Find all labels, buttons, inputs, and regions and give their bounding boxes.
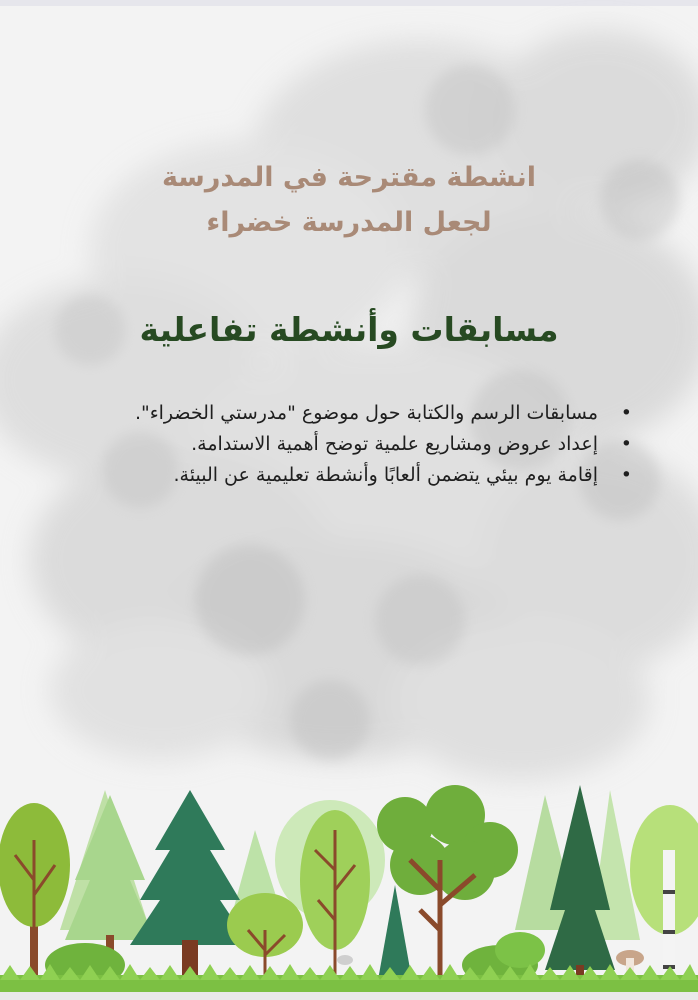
activities-list: [60, 398, 638, 491]
list-item: • إعداد عروض ومشاريع علمية توضح أهمية الاستدامة.: [60, 429, 598, 460]
page-title-line-2: لجعل المدرسة خضراء: [206, 207, 492, 238]
page-title-line-1: انشطة مقترحة في المدرسة: [161, 162, 537, 193]
forest-trees-illustration-icon: [0, 770, 698, 1000]
list-item: • إقامة يوم بيئي يتضمن ألعابًا وأنشطة تعليمية عن البيئة.: [60, 460, 598, 491]
section-heading: مسابقات وأنشطة تفاعلية: [139, 310, 559, 349]
list-item: • مسابقات الرسم والكتابة حول موضوع "مدرستي الخضراء".: [60, 398, 598, 429]
